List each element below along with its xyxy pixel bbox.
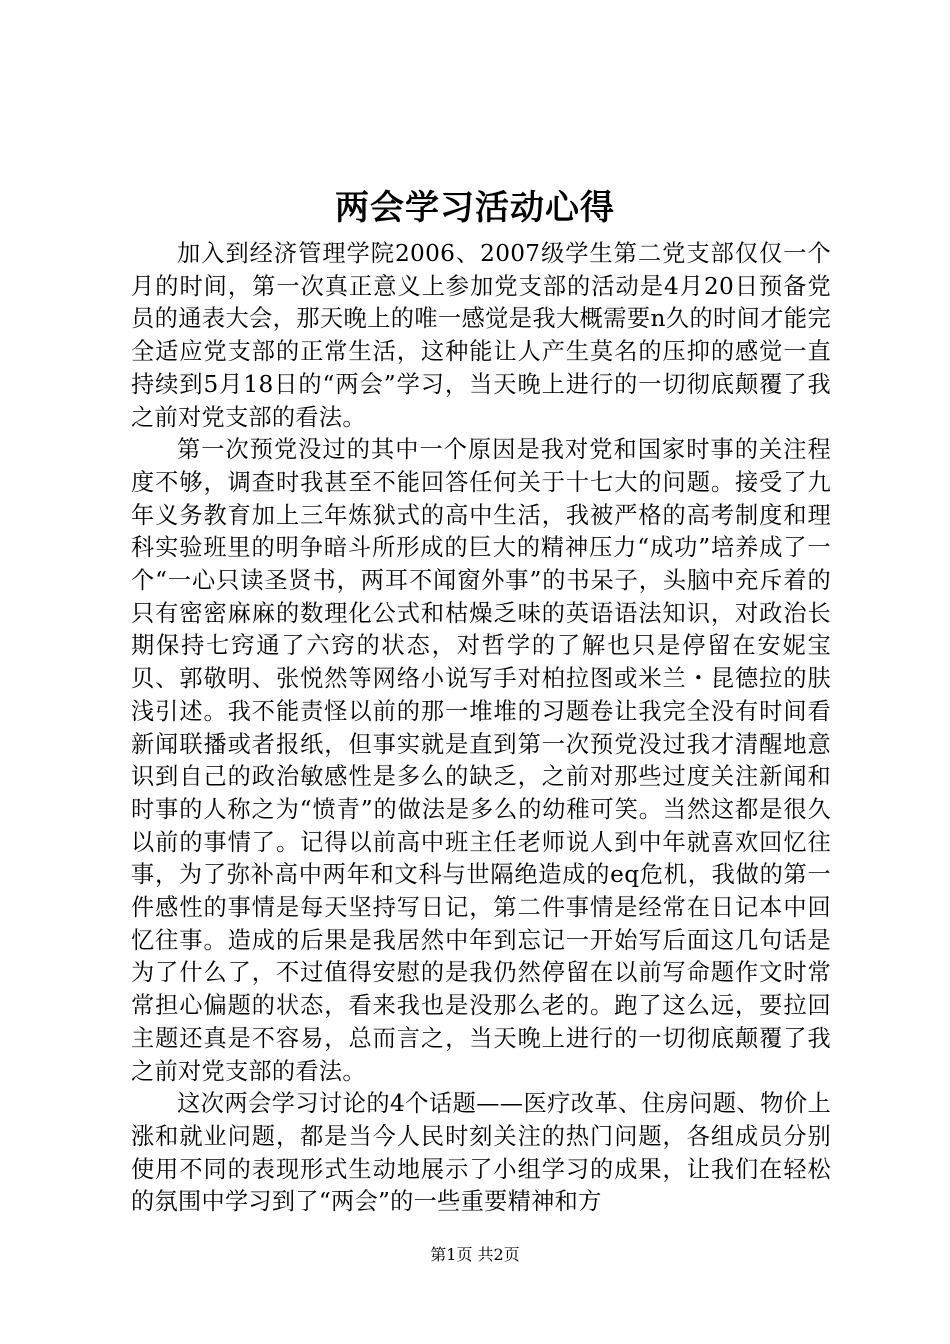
- paragraph-3: 这次两会学习讨论的4个话题——医疗改革、住房问题、物价上涨和就业问题，都是当今人民时刻关注的热门问题，各组成员分别使用不同的表现形式生动地展示了小组学习的成果，让我们在轻松的氛围中学习到了“两会”的一些重要精神和方: [131, 1090, 831, 1216]
- page-footer: 第1页 共2页: [430, 1245, 520, 1264]
- document-title: 两会学习活动心得: [335, 188, 615, 228]
- paragraph-2: 第一次预党没过的其中一个原因是我对党和国家时事的关注程度不够，调查时我甚至不能回答任何关于十七大的问题。接受了九年义务教育加上三年炼狱式的高中生活，我被严格的高考制度和理科实验班里的明争暗斗所形成的巨大的精神压力“成功”培养成了一个“一心只读圣贤书，两耳不闻窗外事”的书呆子，头脑中充斥着的只有密密麻麻的数理化公式和枯燥乏味的英语语法知识，对政治长期保持七窍通了六窍的状态，对哲学的了解也只是停留在安妮宝贝、郭敬明、张悦然等网络小说写手对柏拉图或米兰・昆德拉的肤浅引述。我不能责怪以前的那一堆堆的习题卷让我完全没有时间看新闻联播或者报纸，但事实就是直到第一次预党没过我才清醒地意识到自己的政治敏感性是多么的缺乏，之前对那些过度关注新闻和时事的人称之为“愤青”的做法是多么的幼稚可笑。当然这都是很久以前的事情了。记得以前高中班主任老师说人到中年就喜欢回忆往事，为了弥补高中两年和文科与世隔绝造成的eq危机，我做的第一件感性的事情是每天坚持写日记，第二件事情是经常在日记本中回忆往事。造成的后果是我居然中年到忘记一开始写后面这几句话是为了什么了，不过值得安慰的是我仍然停留在以前写命题作文时常常担心偏题的状态，看来我也是没那么老的。跑了这么远，要拉回主题还真是不容易，总而言之，当天晚上进行的一切彻底颠覆了我之前对党支部的看法。: [131, 436, 831, 1085]
- document-body: [131, 238, 831, 1219]
- paragraph-1: 加入到经济管理学院2006、2007级学生第二党支部仅仅一个月的时间，第一次真正意义上参加党支部的活动是4月20日预备党员的通表大会，那天晚上的唯一感觉是我大概需要n久的时间才能完全适应党支部的正常生活，这种能让人产生莫名的压抑的感觉一直持续到5月18日的“两会”学习，当天晚上进行的一切彻底颠覆了我之前对党支部的看法。: [131, 240, 831, 431]
